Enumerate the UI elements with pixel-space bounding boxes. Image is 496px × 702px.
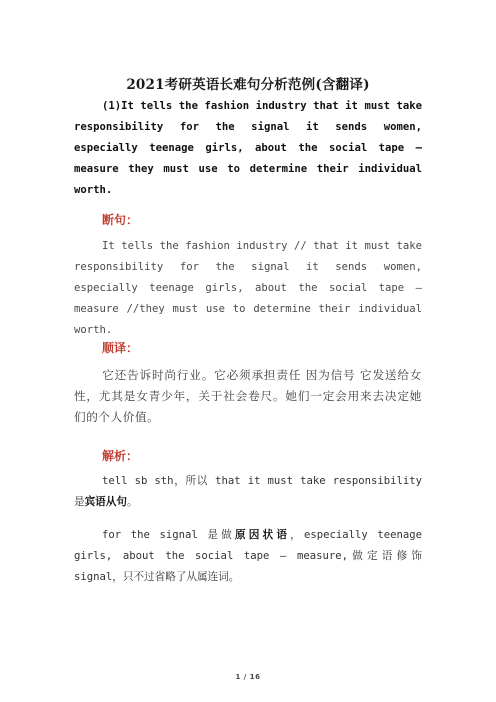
jiexi-paragraph-1	[74, 471, 422, 513]
section-heading-jiexi: 解析：	[102, 449, 139, 463]
jiexi-paragraph-2	[74, 525, 422, 588]
jiexi-p2-tail: ，especially teenage girls, about the social tape – measure,做定语修饰 signal，只不过省略了从属连词。	[74, 529, 422, 583]
duanju-paragraph	[74, 236, 422, 341]
shunyi-paragraph	[74, 365, 422, 428]
page-title: 2021考研英语长难句分析范例(含翻译)	[126, 77, 370, 93]
question-text: (1)It tells the fashion industry that it must take responsibility for the signal it sends women, especially teenage girls, about the social tape – measure they must use to determine their individual worth.	[74, 100, 422, 196]
section-heading-duanju: 断句：	[102, 213, 139, 227]
jiexi-p2-emphasis: 原因状语	[234, 529, 291, 541]
jiexi-p2-text: for the signal 是做	[102, 529, 235, 541]
shunyi-text: 它还告诉时尚行业。它必须承担责任 因为信号 它发送给女性，尤其是女青少年，关于社会卷尺。她们一定会用来去决定她们的个人价值。	[74, 368, 422, 424]
question-sentence	[74, 96, 422, 201]
jiexi-p1-tail: 。	[126, 496, 138, 508]
page-number: 1 / 16	[235, 673, 261, 681]
duanju-text: It tells the fashion industry // that it must take responsibility for the signal it sends women, especially teenage girls, about the social tape – measure //they must use to determine their individual worth.	[74, 240, 422, 336]
jiexi-p1-emphasis: 宾语从句	[84, 496, 127, 508]
jiexi-p1-text: tell sb sth，所以 that it must take responsibility 是	[74, 475, 422, 508]
section-heading-shunyi: 顺译：	[102, 341, 139, 355]
